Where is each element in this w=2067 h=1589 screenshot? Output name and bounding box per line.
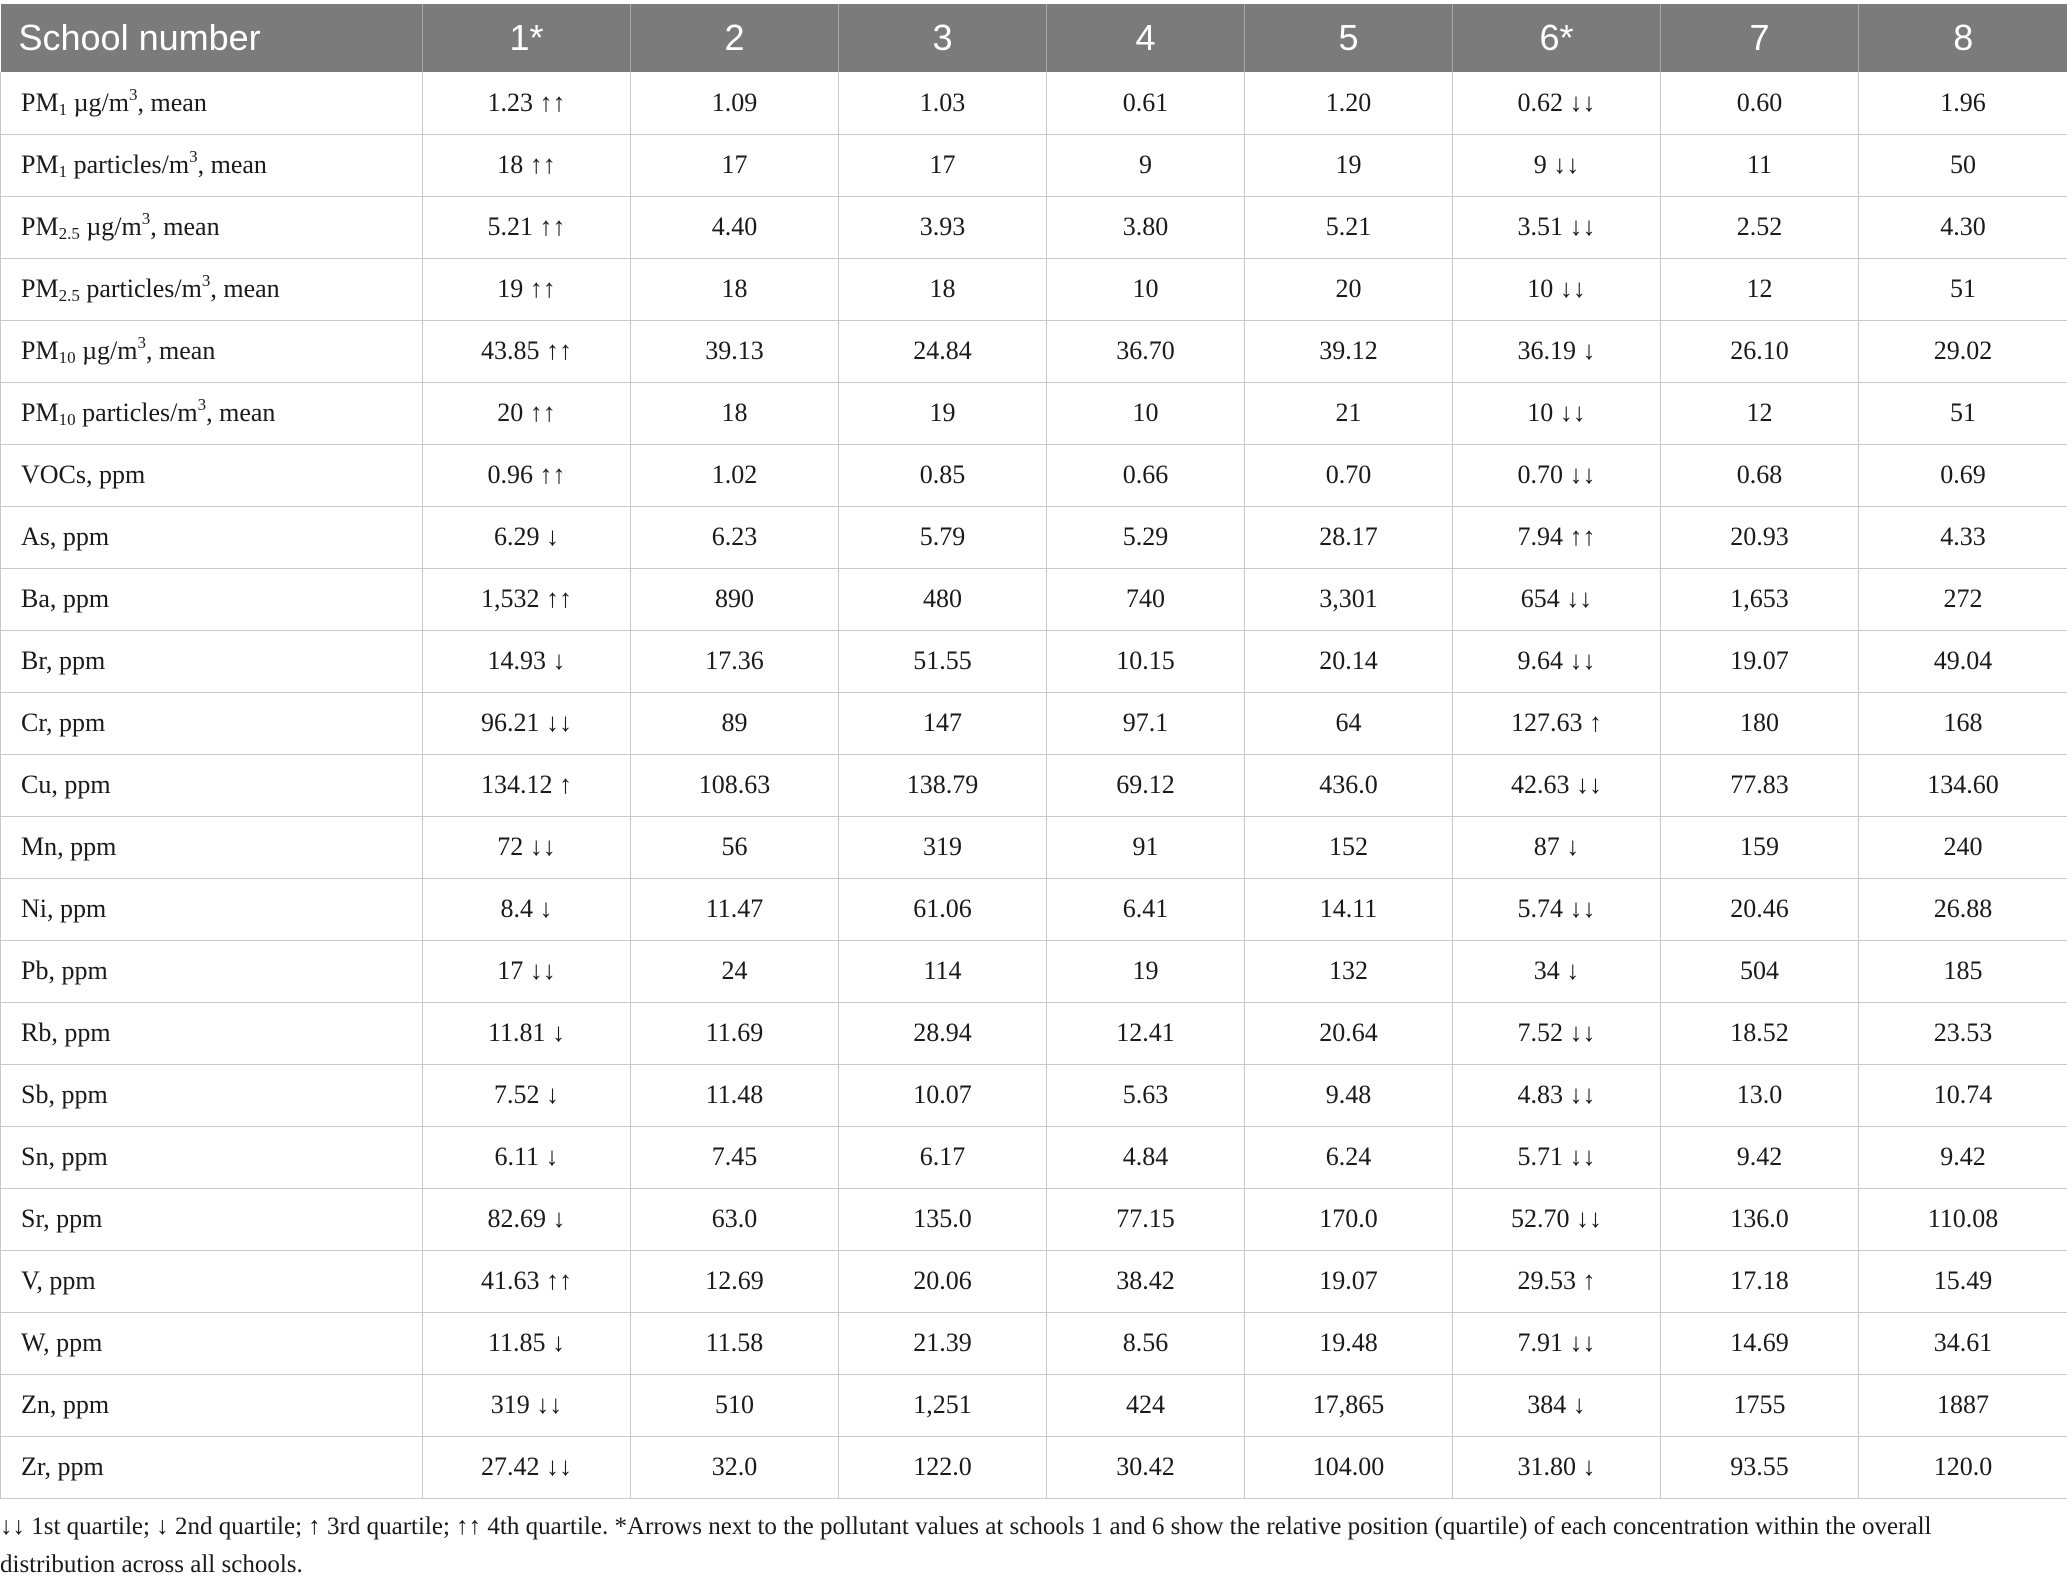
table-row <box>1 630 2067 692</box>
row-label-sup: 3 <box>189 147 198 166</box>
table-cell: 384 ↓ <box>1453 1374 1661 1436</box>
table-cell: 4.84 <box>1047 1126 1245 1188</box>
row-label-sub: 1 <box>58 162 68 181</box>
table-cell: 2.52 <box>1661 196 1859 258</box>
table-cell: 436.0 <box>1245 754 1453 816</box>
table-row <box>1 816 2067 878</box>
row-label-pre: Sb, ppm <box>21 1080 108 1109</box>
row-label <box>1 940 423 1002</box>
table-cell: 11.81 ↓ <box>423 1002 631 1064</box>
table-cell: 122.0 <box>839 1436 1047 1498</box>
table-cell: 19 ↑↑ <box>423 258 631 320</box>
table-cell: 890 <box>631 568 839 630</box>
table-cell: 28.94 <box>839 1002 1047 1064</box>
table-cell: 63.0 <box>631 1188 839 1250</box>
row-label-pre: Cr, ppm <box>21 708 106 737</box>
table-cell: 17.18 <box>1661 1250 1859 1312</box>
table-cell: 77.15 <box>1047 1188 1245 1250</box>
column-header-school-3: 3 <box>839 4 1047 72</box>
table-cell: 17 ↓↓ <box>423 940 631 1002</box>
table-cell: 19.48 <box>1245 1312 1453 1374</box>
row-label <box>1 1126 423 1188</box>
table-row <box>1 1002 2067 1064</box>
row-label <box>1 382 423 444</box>
table-cell: 1755 <box>1661 1374 1859 1436</box>
row-label-sub: 10 <box>58 410 76 429</box>
table-cell: 14.93 ↓ <box>423 630 631 692</box>
table-cell: 147 <box>839 692 1047 754</box>
table-row <box>1 72 2067 134</box>
table-cell: 32.0 <box>631 1436 839 1498</box>
table-cell: 8.4 ↓ <box>423 878 631 940</box>
table-cell: 159 <box>1661 816 1859 878</box>
table-row <box>1 1250 2067 1312</box>
row-label <box>1 1064 423 1126</box>
table-cell: 96.21 ↓↓ <box>423 692 631 754</box>
table-cell: 28.17 <box>1245 506 1453 568</box>
row-label <box>1 568 423 630</box>
row-label-post: , mean <box>150 212 220 241</box>
row-label <box>1 506 423 568</box>
table-cell: 10 <box>1047 382 1245 444</box>
table-cell: 1.09 <box>631 72 839 134</box>
table-cell: 20 <box>1245 258 1453 320</box>
row-label <box>1 1374 423 1436</box>
table-cell: 27.42 ↓↓ <box>423 1436 631 1498</box>
table-cell: 11 <box>1661 134 1859 196</box>
table-row <box>1 1188 2067 1250</box>
table-cell: 1.23 ↑↑ <box>423 72 631 134</box>
table-row <box>1 1126 2067 1188</box>
row-label <box>1 1312 423 1374</box>
table-cell: 4.30 <box>1859 196 2067 258</box>
row-label-pre: PM <box>21 212 59 241</box>
table-cell: 7.52 ↓ <box>423 1064 631 1126</box>
row-label <box>1 630 423 692</box>
row-label-pre: VOCs, ppm <box>21 460 146 489</box>
table-cell: 0.68 <box>1661 444 1859 506</box>
table-cell: 10 ↓↓ <box>1453 382 1661 444</box>
table-cell: 8.56 <box>1047 1312 1245 1374</box>
table-cell: 20 ↑↑ <box>423 382 631 444</box>
table-cell: 110.08 <box>1859 1188 2067 1250</box>
table-cell: 61.06 <box>839 878 1047 940</box>
column-header-school-8: 8 <box>1859 4 2067 72</box>
table-cell: 39.12 <box>1245 320 1453 382</box>
row-label-sup: 3 <box>141 209 151 228</box>
table-cell: 7.45 <box>631 1126 839 1188</box>
table-cell: 24 <box>631 940 839 1002</box>
table-cell: 19 <box>839 382 1047 444</box>
table-cell: 6.24 <box>1245 1126 1453 1188</box>
table-header-row <box>1 4 2067 72</box>
row-label <box>1 1250 423 1312</box>
table-cell: 17.36 <box>631 630 839 692</box>
table-row <box>1 382 2067 444</box>
table-cell: 24.84 <box>839 320 1047 382</box>
table-cell: 30.42 <box>1047 1436 1245 1498</box>
row-label <box>1 444 423 506</box>
table-row <box>1 1312 2067 1374</box>
table-cell: 9.42 <box>1661 1126 1859 1188</box>
table-cell: 510 <box>631 1374 839 1436</box>
table-cell: 6.29 ↓ <box>423 506 631 568</box>
table-cell: 5.71 ↓↓ <box>1453 1126 1661 1188</box>
table-cell: 87 ↓ <box>1453 816 1661 878</box>
pollutant-table <box>0 4 2067 1499</box>
table-cell: 77.83 <box>1661 754 1859 816</box>
table-cell: 14.69 <box>1661 1312 1859 1374</box>
table-cell: 10 ↓↓ <box>1453 258 1661 320</box>
table-cell: 18 <box>631 382 839 444</box>
row-label <box>1 692 423 754</box>
row-label-mid: particles/m <box>79 274 202 303</box>
table-cell: 185 <box>1859 940 2067 1002</box>
row-label-pre: Zr, ppm <box>21 1452 104 1481</box>
table-cell: 138.79 <box>839 754 1047 816</box>
table-cell: 6.11 ↓ <box>423 1126 631 1188</box>
table-cell: 97.1 <box>1047 692 1245 754</box>
table-cell: 43.85 ↑↑ <box>423 320 631 382</box>
table-cell: 20.46 <box>1661 878 1859 940</box>
table-cell: 9 ↓↓ <box>1453 134 1661 196</box>
table-cell: 17 <box>631 134 839 196</box>
row-label-pre: Ba, ppm <box>21 584 110 613</box>
table-cell: 0.70 <box>1245 444 1453 506</box>
table-row <box>1 754 2067 816</box>
row-label-mid: particles/m <box>75 398 198 427</box>
table-cell: 9.64 ↓↓ <box>1453 630 1661 692</box>
table-cell: 152 <box>1245 816 1453 878</box>
table-cell: 272 <box>1859 568 2067 630</box>
table-cell: 5.29 <box>1047 506 1245 568</box>
table-cell: 9 <box>1047 134 1245 196</box>
table-cell: 31.80 ↓ <box>1453 1436 1661 1498</box>
table-cell: 20.06 <box>839 1250 1047 1312</box>
column-header-school-1: 1* <box>423 4 631 72</box>
row-label-sub: 2.5 <box>58 286 80 305</box>
table-cell: 18 ↑↑ <box>423 134 631 196</box>
table-cell: 93.55 <box>1661 1436 1859 1498</box>
table-cell: 740 <box>1047 568 1245 630</box>
table-cell: 170.0 <box>1245 1188 1453 1250</box>
table-row <box>1 134 2067 196</box>
table-footnote: ↓↓ 1st quartile; ↓ 2nd quartile; ↑ 3rd quartile; ↑↑ 4th quartile. *Arrows next to the pollutant values at schools 1 and 6 show the relative position (quartile) of each concentration within the overall distribution across all schools. <box>0 1513 1932 1578</box>
table-cell: 127.63 ↑ <box>1453 692 1661 754</box>
table-cell: 10.74 <box>1859 1064 2067 1126</box>
table-cell: 0.69 <box>1859 444 2067 506</box>
table-row <box>1 196 2067 258</box>
row-label-sup: 3 <box>197 395 207 414</box>
table-cell: 4.33 <box>1859 506 2067 568</box>
table-cell: 20.64 <box>1245 1002 1453 1064</box>
row-label-pre: Ni, ppm <box>21 894 107 923</box>
table-cell: 36.19 ↓ <box>1453 320 1661 382</box>
table-cell: 14.11 <box>1245 878 1453 940</box>
row-label-post: , mean <box>210 274 280 303</box>
row-label-post: , mean <box>206 398 276 427</box>
row-label-pre: Mn, ppm <box>21 832 117 861</box>
table-row <box>1 692 2067 754</box>
table-cell: 114 <box>839 940 1047 1002</box>
table-cell: 4.83 ↓↓ <box>1453 1064 1661 1126</box>
table-cell: 0.96 ↑↑ <box>423 444 631 506</box>
table-cell: 19.07 <box>1245 1250 1453 1312</box>
table-cell: 34.61 <box>1859 1312 2067 1374</box>
table-cell: 104.00 <box>1245 1436 1453 1498</box>
table-cell: 12 <box>1661 382 1859 444</box>
table-cell: 21.39 <box>839 1312 1047 1374</box>
table-cell: 11.85 ↓ <box>423 1312 631 1374</box>
table-cell: 49.04 <box>1859 630 2067 692</box>
table-cell: 1,532 ↑↑ <box>423 568 631 630</box>
table-cell: 480 <box>839 568 1047 630</box>
table-cell: 15.49 <box>1859 1250 2067 1312</box>
table-cell: 72 ↓↓ <box>423 816 631 878</box>
table-cell: 50 <box>1859 134 2067 196</box>
row-label <box>1 1436 423 1498</box>
table-cell: 11.58 <box>631 1312 839 1374</box>
table-cell: 10 <box>1047 258 1245 320</box>
table-cell: 7.52 ↓↓ <box>1453 1002 1661 1064</box>
table-cell: 1.20 <box>1245 72 1453 134</box>
table-cell: 5.63 <box>1047 1064 1245 1126</box>
row-label <box>1 754 423 816</box>
table-cell: 64 <box>1245 692 1453 754</box>
table-cell: 12 <box>1661 258 1859 320</box>
table-cell: 51.55 <box>839 630 1047 692</box>
table-cell: 0.70 ↓↓ <box>1453 444 1661 506</box>
table-cell: 0.61 <box>1047 72 1245 134</box>
table-cell: 7.91 ↓↓ <box>1453 1312 1661 1374</box>
table-cell: 6.23 <box>631 506 839 568</box>
table-cell: 3,301 <box>1245 568 1453 630</box>
table-cell: 132 <box>1245 940 1453 1002</box>
table-cell: 11.48 <box>631 1064 839 1126</box>
table-cell: 23.53 <box>1859 1002 2067 1064</box>
table-cell: 38.42 <box>1047 1250 1245 1312</box>
table-cell: 1.02 <box>631 444 839 506</box>
row-label-mid: µg/m <box>75 336 138 365</box>
table-cell: 18.52 <box>1661 1002 1859 1064</box>
table-cell: 56 <box>631 816 839 878</box>
table-cell: 20.14 <box>1245 630 1453 692</box>
table-cell: 0.62 ↓↓ <box>1453 72 1661 134</box>
column-header-school-5: 5 <box>1245 4 1453 72</box>
table-row <box>1 1374 2067 1436</box>
table-cell: 1.03 <box>839 72 1047 134</box>
row-label-post: , mean <box>137 87 207 117</box>
table-cell: 134.12 ↑ <box>423 754 631 816</box>
row-label-pre: Sr, ppm <box>21 1204 103 1233</box>
table-cell: 18 <box>839 258 1047 320</box>
table-cell: 0.85 <box>839 444 1047 506</box>
table-row <box>1 444 2067 506</box>
table-row <box>1 940 2067 1002</box>
row-label <box>1 134 423 196</box>
table-cell: 134.60 <box>1859 754 2067 816</box>
table-row <box>1 258 2067 320</box>
row-label-pre: PM <box>21 274 59 303</box>
table-cell: 17,865 <box>1245 1374 1453 1436</box>
table-cell: 9.42 <box>1859 1126 2067 1188</box>
table-cell: 11.47 <box>631 878 839 940</box>
table-row <box>1 1064 2067 1126</box>
table-cell: 18 <box>631 258 839 320</box>
table-cell: 19 <box>1245 134 1453 196</box>
column-header-school-2: 2 <box>631 4 839 72</box>
row-label-sub: 1 <box>58 99 68 119</box>
row-label-pre: As, ppm <box>21 522 110 551</box>
row-label-pre: PM <box>21 336 59 365</box>
table-cell: 29.02 <box>1859 320 2067 382</box>
table-row <box>1 506 2067 568</box>
table-cell: 319 ↓↓ <box>423 1374 631 1436</box>
table-cell: 5.21 <box>1245 196 1453 258</box>
table-cell: 13.0 <box>1661 1064 1859 1126</box>
table-cell: 120.0 <box>1859 1436 2067 1498</box>
table-cell: 1,653 <box>1661 568 1859 630</box>
table-cell: 6.41 <box>1047 878 1245 940</box>
row-label-pre: Pb, ppm <box>21 956 108 985</box>
row-label-pre: V, ppm <box>21 1266 96 1295</box>
table-cell: 168 <box>1859 692 2067 754</box>
table-cell: 108.63 <box>631 754 839 816</box>
row-label <box>1 258 423 320</box>
row-label-pre: PM <box>21 398 59 427</box>
table-cell: 20.93 <box>1661 506 1859 568</box>
row-label <box>1 196 423 258</box>
table-cell: 7.94 ↑↑ <box>1453 506 1661 568</box>
table-row <box>1 568 2067 630</box>
row-label-sub: 10 <box>58 348 76 367</box>
column-header-school-6: 6* <box>1453 4 1661 72</box>
row-label-mid: particles/m <box>67 150 190 179</box>
row-label-pre: Br, ppm <box>21 646 106 675</box>
row-label <box>1 1188 423 1250</box>
table-cell: 5.79 <box>839 506 1047 568</box>
table-cell: 1.96 <box>1859 72 2067 134</box>
table-cell: 6.17 <box>839 1126 1047 1188</box>
table-cell: 654 ↓↓ <box>1453 568 1661 630</box>
table-row <box>1 320 2067 382</box>
table-cell: 5.21 ↑↑ <box>423 196 631 258</box>
table-cell: 39.13 <box>631 320 839 382</box>
table-cell: 9.48 <box>1245 1064 1453 1126</box>
table-body <box>1 72 2067 1498</box>
row-label-pre: Sn, ppm <box>21 1142 108 1171</box>
row-label-sub: 2.5 <box>58 224 80 243</box>
table-cell: 41.63 ↑↑ <box>423 1250 631 1312</box>
row-label <box>1 320 423 382</box>
table-cell: 10.15 <box>1047 630 1245 692</box>
table-cell: 19 <box>1047 940 1245 1002</box>
table-cell: 0.60 <box>1661 72 1859 134</box>
table-cell: 180 <box>1661 692 1859 754</box>
table-cell: 3.51 ↓↓ <box>1453 196 1661 258</box>
table-cell: 69.12 <box>1047 754 1245 816</box>
table-cell: 1,251 <box>839 1374 1047 1436</box>
table-cell: 91 <box>1047 816 1245 878</box>
table-cell: 26.88 <box>1859 878 2067 940</box>
table-cell: 36.70 <box>1047 320 1245 382</box>
row-label-sup: 3 <box>129 84 138 104</box>
row-label-pre: PM <box>21 150 59 179</box>
table-cell: 135.0 <box>839 1188 1047 1250</box>
table-cell: 240 <box>1859 816 2067 878</box>
row-label-pre: Zn, ppm <box>21 1390 110 1419</box>
row-label-pre: W, ppm <box>21 1328 103 1357</box>
table-cell: 19.07 <box>1661 630 1859 692</box>
table-cell: 11.69 <box>631 1002 839 1064</box>
row-label-sup: 3 <box>201 271 211 290</box>
table-cell: 504 <box>1661 940 1859 1002</box>
column-header-school-7: 7 <box>1661 4 1859 72</box>
row-label-pre: Rb, ppm <box>21 1018 111 1047</box>
table-cell: 51 <box>1859 258 2067 320</box>
table-cell: 26.10 <box>1661 320 1859 382</box>
table-row <box>1 878 2067 940</box>
table-cell: 52.70 ↓↓ <box>1453 1188 1661 1250</box>
table-cell: 0.66 <box>1047 444 1245 506</box>
table-cell: 34 ↓ <box>1453 940 1661 1002</box>
row-label-sup: 3 <box>137 333 147 352</box>
table-cell: 12.69 <box>631 1250 839 1312</box>
row-label-post: , mean <box>197 150 267 179</box>
column-header-school-4: 4 <box>1047 4 1245 72</box>
table-cell: 82.69 ↓ <box>423 1188 631 1250</box>
table-cell: 10.07 <box>839 1064 1047 1126</box>
table-cell: 136.0 <box>1661 1188 1859 1250</box>
table-cell: 5.74 ↓↓ <box>1453 878 1661 940</box>
row-label <box>1 816 423 878</box>
table-cell: 51 <box>1859 382 2067 444</box>
table-cell: 17 <box>839 134 1047 196</box>
row-label-mid: µg/m <box>79 212 142 241</box>
table-cell: 29.53 ↑ <box>1453 1250 1661 1312</box>
table-cell: 12.41 <box>1047 1002 1245 1064</box>
row-label <box>1 878 423 940</box>
table-cell: 42.63 ↓↓ <box>1453 754 1661 816</box>
row-label-pre: Cu, ppm <box>21 770 111 799</box>
table-row <box>1 1436 2067 1498</box>
row-label <box>1 72 423 134</box>
table-cell: 21 <box>1245 382 1453 444</box>
table-cell: 4.40 <box>631 196 839 258</box>
table-cell: 424 <box>1047 1374 1245 1436</box>
table-cell: 3.80 <box>1047 196 1245 258</box>
column-header-school-number: School number <box>18 17 261 58</box>
table-cell: 89 <box>631 692 839 754</box>
row-label-post: , mean <box>146 336 216 365</box>
table-cell: 3.93 <box>839 196 1047 258</box>
row-label <box>1 1002 423 1064</box>
row-label-pre: PM <box>21 87 59 117</box>
row-label-mid: µg/m <box>67 87 130 117</box>
table-cell: 1887 <box>1859 1374 2067 1436</box>
table-cell: 319 <box>839 816 1047 878</box>
